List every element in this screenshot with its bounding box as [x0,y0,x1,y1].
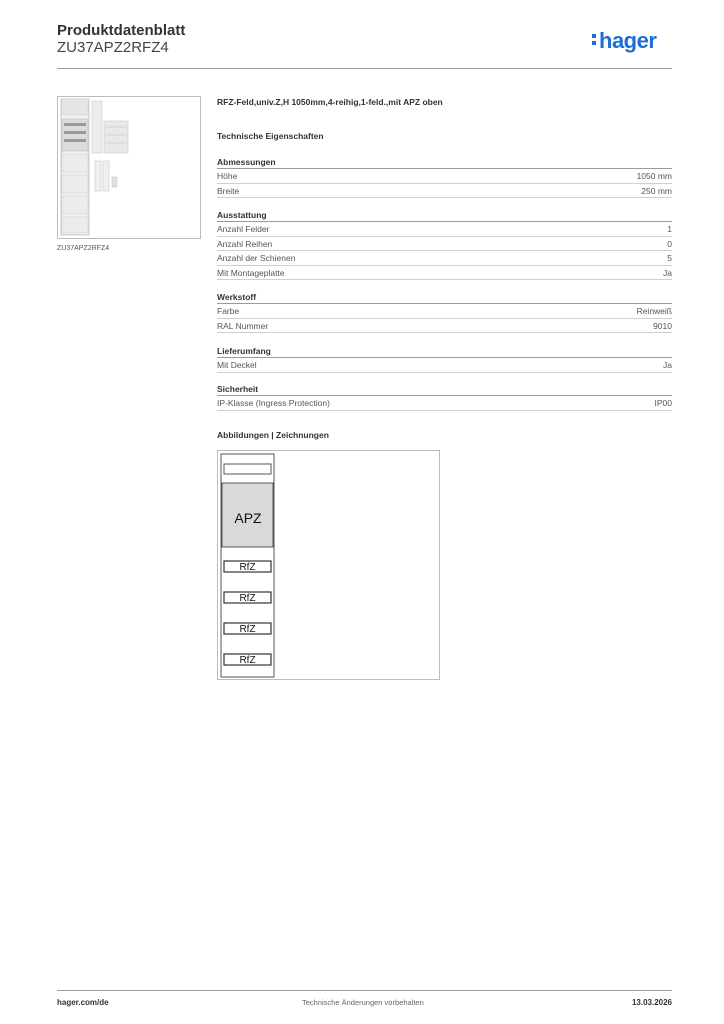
table-row [217,169,672,184]
row-value: 9010 [653,320,672,331]
row-value: Ja [663,360,672,370]
table-row [217,222,672,237]
logo-text: hager [599,28,657,53]
footer-notice: Technische Änderungen vorbehalten [302,998,424,1007]
row-value: Ja [663,267,672,278]
section-title: Werkstoff [217,291,672,304]
rfz-label: RfZ [239,562,256,573]
apz-label: APZ [234,510,262,526]
row-label: Anzahl Reihen [217,238,273,249]
hager-logo [592,28,656,54]
table-row [217,266,672,281]
rfz-label: RfZ [239,655,256,666]
product-thumbnail [57,96,201,239]
row-value: 1 [667,224,672,234]
row-value: IP00 [654,398,672,408]
row-label: Breite [217,185,240,196]
row-value: 1050 mm [636,171,672,181]
figures-heading: Abbildungen | Zeichnungen [217,430,329,440]
row-label: Mit Montageplatte [217,267,285,278]
rfz-label: RfZ [239,593,256,604]
schematic-drawing-svg [218,451,439,679]
row-label: Farbe [217,306,240,316]
row-label: IP-Klasse (Ingress Protection) [217,398,330,408]
table-row [217,251,672,266]
section-title: Sicherheit [217,383,672,396]
section-dimensions [217,156,672,198]
footer-divider [57,990,672,991]
table-row [217,358,672,373]
technical-properties-heading: Technische Eigenschaften [217,131,324,141]
row-label: Anzahl Felder [217,224,270,234]
table-row [217,237,672,252]
article-number: ZU37APZ2RFZ4 [57,39,169,56]
table-row [217,304,672,319]
row-value: 5 [667,253,672,264]
row-label: Anzahl der Schienen [217,253,296,264]
footer-website-link[interactable]: hager.com/de [57,998,109,1007]
section-title: Lieferumfang [217,345,672,358]
section-safety [217,383,672,411]
rfz-label: RfZ [239,624,256,635]
header-divider [57,68,672,69]
row-value: Reinweiß [636,306,672,316]
top-strip [224,464,271,474]
footer-date: 13.03.2026 [631,998,672,1007]
section-scope-of-delivery [217,345,672,373]
table-row [217,396,672,411]
logo-dots-icon [592,28,598,45]
section-title: Ausstattung [217,209,672,222]
page-title: Produktdatenblatt [57,22,186,39]
thumbnail-caption: ZU37APZ2RFZ4 [57,245,110,252]
distribution-board-photo-icon [58,97,200,238]
row-value: 250 mm [641,185,672,196]
row-label: Mit Deckel [217,360,257,370]
row-value: 0 [667,238,672,249]
product-description: RFZ-Feld,univ.Z,H 1050mm,4-reihig,1-feld.,mit APZ oben [217,97,443,107]
table-row [217,184,672,199]
schematic-drawing [217,450,440,680]
row-label: RAL Nummer [217,320,269,331]
section-material [217,291,672,333]
section-equipment [217,209,672,280]
row-label: Höhe [217,171,238,181]
section-title: Abmessungen [217,156,672,169]
table-row [217,319,672,334]
